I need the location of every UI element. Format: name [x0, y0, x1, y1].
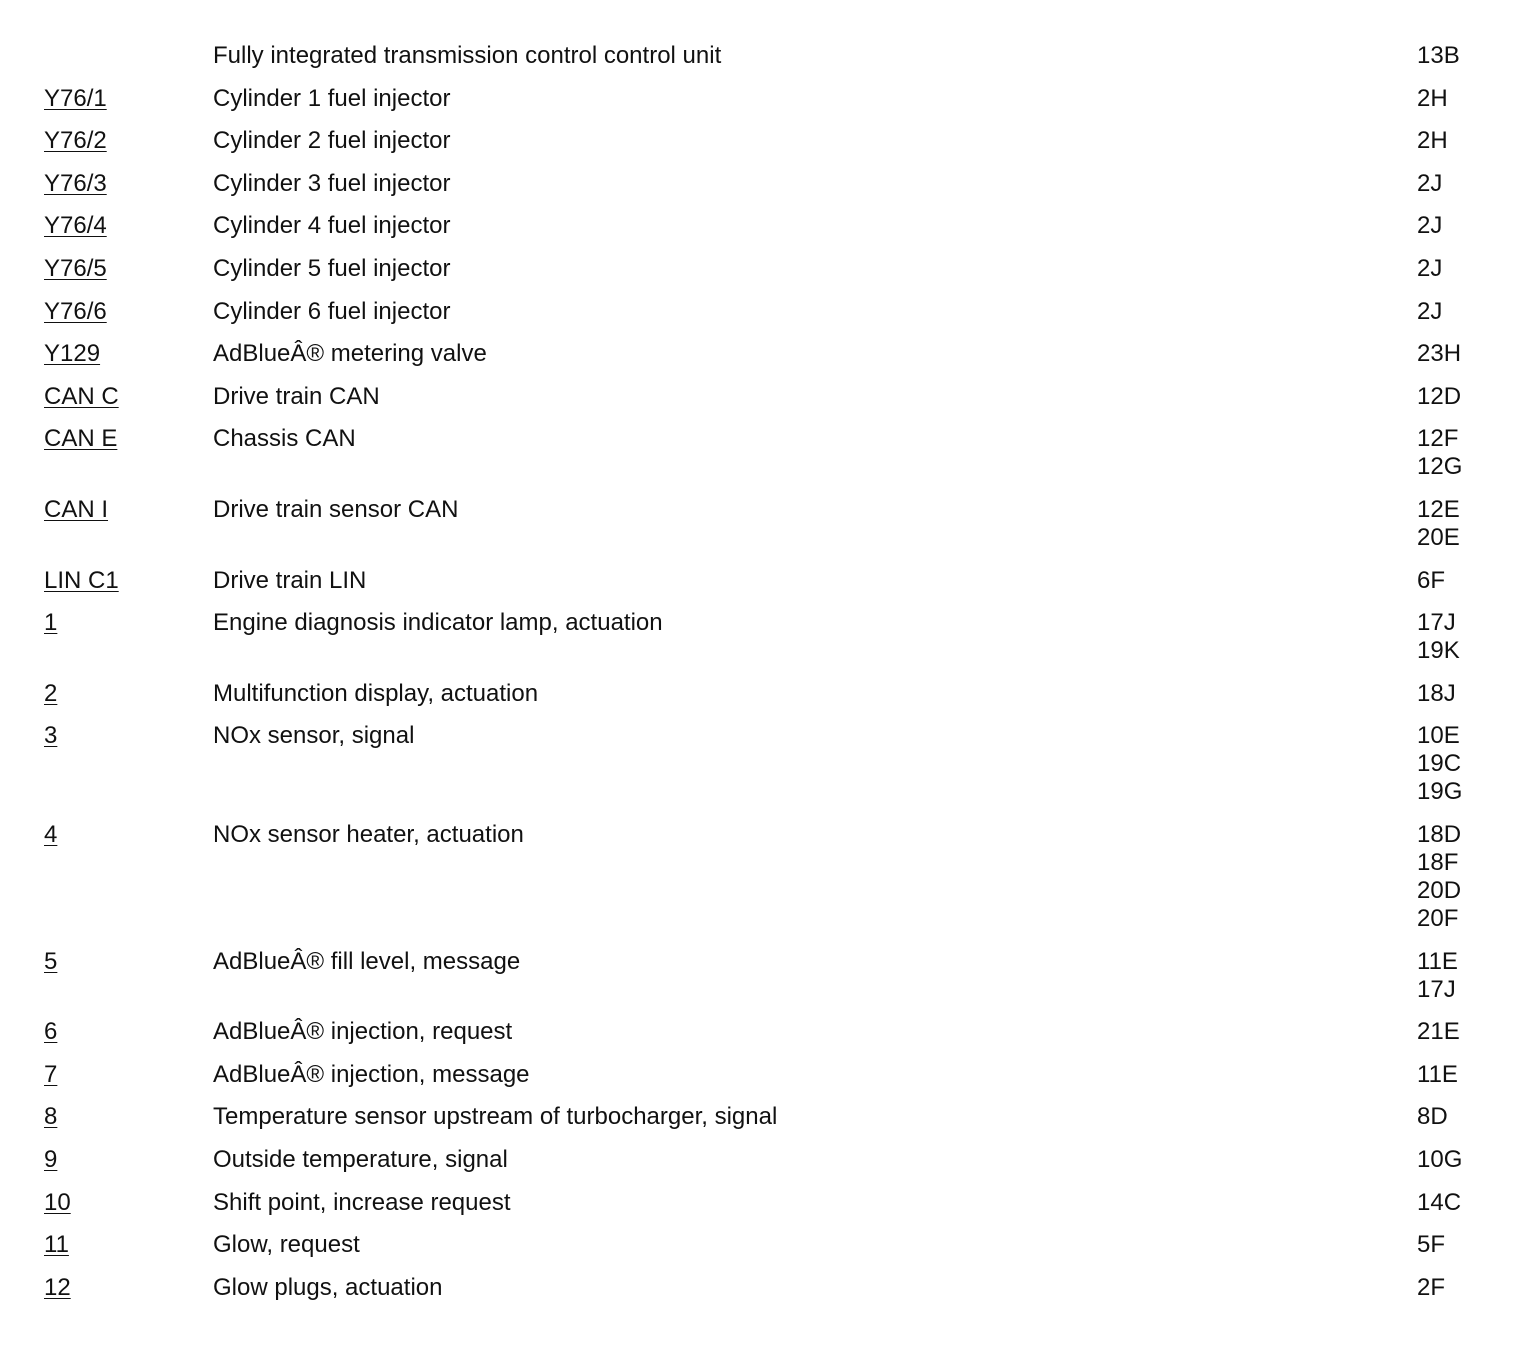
legend-code-link[interactable]: 2 [44, 679, 58, 707]
legend-description: Cylinder 1 fuel injector [213, 84, 451, 112]
legend-grid-refs [1417, 496, 1460, 552]
legend-code-link[interactable]: 12 [44, 1273, 71, 1301]
legend-description: Cylinder 5 fuel injector [213, 255, 451, 282]
legend-grid-ref: 13B [1417, 42, 1460, 69]
legend-grid-ref: 19K [1417, 637, 1460, 665]
legend-grid-refs [1417, 821, 1461, 933]
legend-description: Drive train CAN [213, 382, 380, 410]
legend-code-link[interactable]: LIN C1 [44, 566, 119, 594]
legend-grid-ref: 18J [1417, 679, 1456, 707]
legend-grid-ref: 20F [1417, 905, 1459, 932]
legend-grid-ref: 2J [1417, 169, 1443, 197]
legend-description: Drive train LIN [213, 566, 367, 594]
legend-grid-refs [1417, 1061, 1458, 1089]
legend-grid-ref: 2J [1417, 255, 1443, 282]
legend-grid-ref: 21E [1417, 1018, 1460, 1046]
legend-grid-ref: 10E [1417, 722, 1460, 750]
legend-grid-ref: 2H [1417, 127, 1448, 155]
legend-description: NOx sensor heater, actuation [213, 821, 524, 848]
legend-code-link[interactable]: CAN I [44, 496, 109, 523]
legend-description: Multifunction display, actuation [213, 679, 539, 707]
legend-description: Shift point, increase request [213, 1188, 511, 1216]
legend-grid-refs [1417, 340, 1461, 368]
legend-code-link[interactable]: 1 [44, 609, 58, 637]
legend-grid-refs [1417, 127, 1448, 155]
legend-grid-refs [1417, 298, 1442, 326]
legend-grid-ref: 5F [1417, 1231, 1446, 1259]
legend-grid-refs [1417, 680, 1456, 708]
legend-grid-ref: 2H [1417, 84, 1448, 112]
legend-description: Drive train sensor CAN [213, 496, 459, 523]
legend-grid-refs [1417, 1103, 1448, 1131]
legend-grid-refs [1417, 1018, 1460, 1046]
legend-grid-refs [1417, 609, 1460, 665]
legend-grid-ref: 2J [1417, 212, 1443, 240]
legend-code-link[interactable]: 10 [44, 1188, 71, 1216]
legend-grid-ref: 19G [1417, 778, 1463, 806]
legend-description: NOx sensor, signal [213, 722, 415, 750]
legend-grid-ref: 12F [1417, 425, 1459, 453]
legend-grid-refs [1417, 85, 1448, 113]
legend-description: Temperature sensor upstream of turbocharger, signal [213, 1103, 778, 1131]
legend-grid-refs [1417, 383, 1461, 411]
legend-grid-refs [1417, 42, 1460, 70]
legend-grid-refs [1417, 1274, 1445, 1302]
legend-grid-ref: 20E [1417, 524, 1460, 551]
legend-grid-ref: 2J [1417, 297, 1443, 325]
legend-grid-ref: 2F [1417, 1273, 1446, 1301]
legend-grid-refs [1417, 255, 1442, 283]
legend-description: AdBlueÂ® metering valve [213, 340, 487, 368]
legend-grid-ref: 18F [1417, 849, 1459, 876]
legend-description: Glow, request [213, 1231, 360, 1259]
legend-description: AdBlueÂ® injection, request [213, 1018, 513, 1046]
legend-code-link[interactable]: 7 [44, 1060, 58, 1088]
legend-grid-refs [1417, 212, 1442, 240]
legend-code-link[interactable]: Y76/6 [44, 297, 107, 325]
legend-description: AdBlueÂ® fill level, message [213, 947, 521, 975]
legend-code-link[interactable]: Y76/1 [44, 84, 107, 112]
legend-grid-ref: 17J [1417, 975, 1456, 1003]
legend-description: Cylinder 4 fuel injector [213, 212, 451, 240]
legend-grid-refs [1417, 1189, 1461, 1217]
legend-code-link[interactable]: 6 [44, 1018, 58, 1046]
legend-code-link[interactable]: Y76/4 [44, 212, 107, 240]
legend-grid-ref: 8D [1417, 1103, 1448, 1131]
legend-code-link[interactable]: 11 [44, 1231, 69, 1259]
legend-grid-refs [1417, 567, 1445, 595]
legend-description: Chassis CAN [213, 425, 356, 453]
legend-code-link[interactable]: Y76/3 [44, 169, 107, 197]
legend-code-link[interactable]: 8 [44, 1103, 58, 1131]
legend-code-link[interactable]: 3 [44, 722, 58, 750]
legend-description: Engine diagnosis indicator lamp, actuation [213, 609, 663, 637]
legend-grid-ref: 12G [1417, 453, 1463, 481]
legend-grid-ref: 20D [1417, 877, 1462, 904]
legend-grid-refs [1417, 948, 1458, 1004]
legend-grid-refs [1417, 425, 1462, 481]
legend-description: Outside temperature, signal [213, 1146, 508, 1173]
legend-grid-ref: 19C [1417, 750, 1462, 778]
legend-grid-ref: 14C [1417, 1188, 1462, 1216]
legend-code-link[interactable]: 4 [44, 821, 58, 848]
legend-code-link[interactable]: CAN C [44, 382, 119, 410]
legend-description: Cylinder 6 fuel injector [213, 297, 451, 325]
legend-code-link[interactable]: CAN E [44, 425, 118, 453]
legend-grid-ref: 6F [1417, 566, 1446, 594]
legend-code-link[interactable]: Y76/5 [44, 255, 107, 282]
legend-grid-ref: 11E [1417, 947, 1458, 975]
legend-code-link[interactable]: 9 [44, 1146, 58, 1173]
legend-grid-refs [1417, 170, 1442, 198]
legend-grid-refs [1417, 722, 1462, 806]
legend-grid-refs [1417, 1231, 1445, 1259]
legend-grid-ref: 23H [1417, 340, 1462, 368]
legend-description: Fully integrated transmission control control unit [213, 42, 722, 69]
legend-grid-ref: 17J [1417, 609, 1456, 637]
legend-code-link[interactable]: Y129 [44, 340, 101, 368]
legend-grid-ref: 18D [1417, 821, 1462, 848]
legend-grid-ref: 10G [1417, 1146, 1463, 1173]
legend-description: Glow plugs, actuation [213, 1273, 443, 1301]
legend-description: AdBlueÂ® injection, message [213, 1060, 530, 1088]
legend-description: Cylinder 3 fuel injector [213, 169, 451, 197]
legend-grid-ref: 11E [1417, 1060, 1458, 1088]
legend-grid-ref: 12E [1417, 496, 1460, 523]
legend-grid-refs [1417, 1146, 1462, 1174]
legend-description: Cylinder 2 fuel injector [213, 127, 451, 155]
legend-code-link[interactable]: Y76/2 [44, 127, 107, 155]
legend-grid-ref: 12D [1417, 382, 1462, 410]
legend-code-link[interactable]: 5 [44, 947, 58, 975]
